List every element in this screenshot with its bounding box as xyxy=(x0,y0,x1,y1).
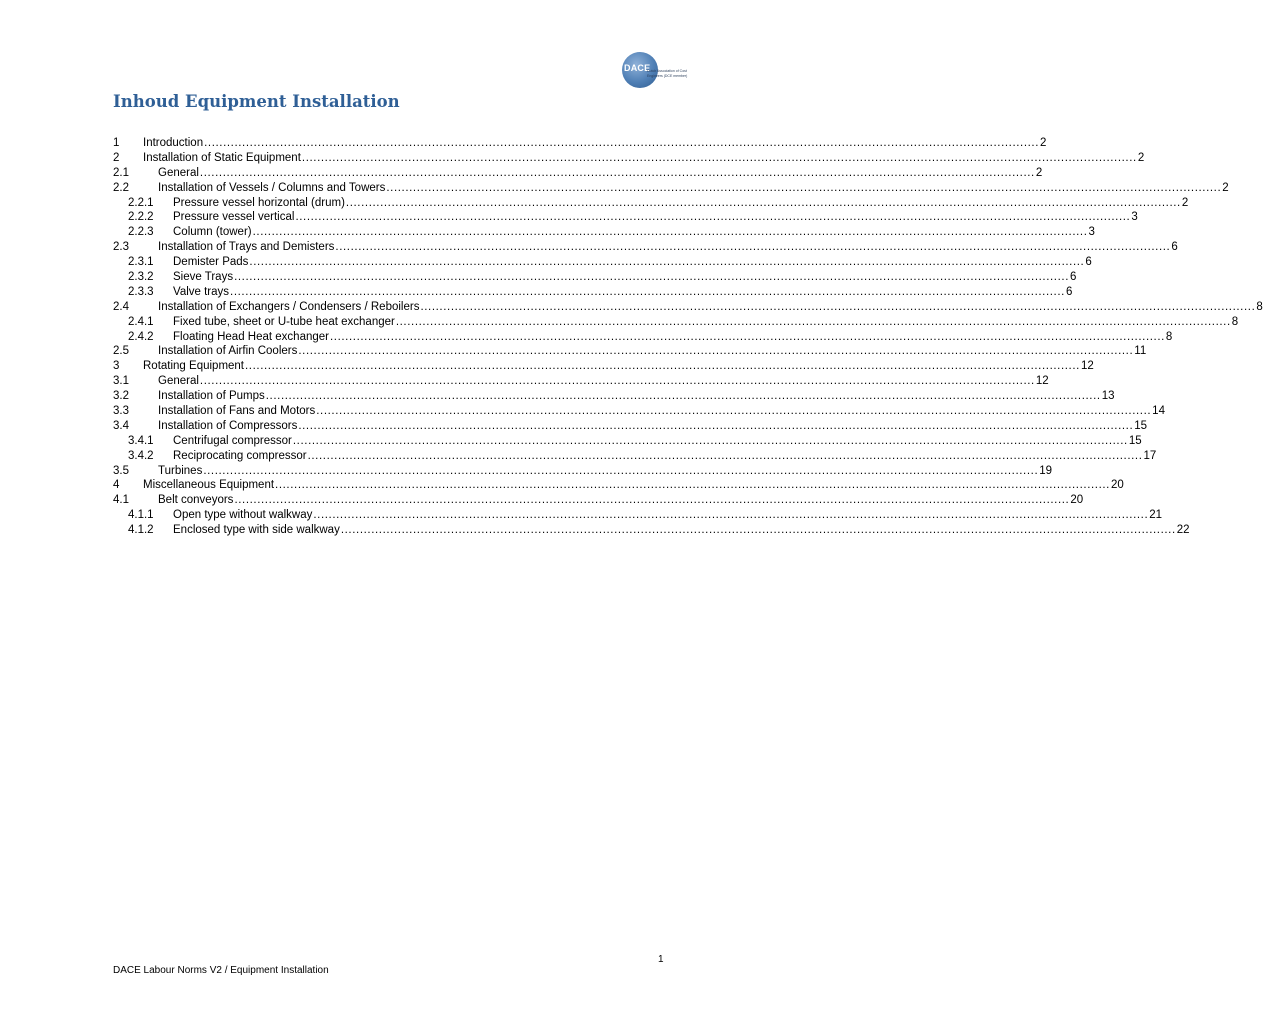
toc-entry-number: 2.4.2 xyxy=(128,330,154,343)
toc-dot-leader: ............................................................................................................................................................................................................................ xyxy=(275,479,1110,492)
toc-dot-leader: ............................................................................................................................................................................................................................ xyxy=(199,375,1035,388)
toc-entry[interactable] xyxy=(113,151,1145,166)
toc-entry-number: 4.1 xyxy=(113,494,129,507)
toc-entry[interactable] xyxy=(113,315,1239,330)
toc-entry-title: Installation of Vessels / Columns and Towers xyxy=(158,181,386,194)
toc-dot-leader: ............................................................................................................................................................................................................................ xyxy=(330,330,1165,343)
toc-entry[interactable] xyxy=(113,210,1138,225)
toc-entry[interactable] xyxy=(113,374,1049,389)
toc-entry-title: Installation of Pumps xyxy=(158,390,265,403)
toc-entry-title: General xyxy=(158,166,199,179)
toc-entry-title: Pressure vessel vertical xyxy=(173,211,295,224)
toc-entry-page: 17 xyxy=(1143,449,1157,462)
toc-entry-title: General xyxy=(158,375,199,388)
toc-entry[interactable] xyxy=(113,344,1147,359)
toc-entry-number: 2.4.1 xyxy=(128,315,154,328)
toc-entry-title: Miscellaneous Equipment xyxy=(143,479,275,492)
toc-entry-page: 21 xyxy=(1149,509,1163,522)
toc-entry[interactable] xyxy=(113,255,1092,270)
toc-entry-page: 2 xyxy=(1181,196,1189,209)
toc-dot-leader: ............................................................................................................................................................................................................................ xyxy=(295,211,1131,224)
toc-entry-number: 2.2.1 xyxy=(128,196,154,209)
toc-entry-number: 3.5 xyxy=(113,464,129,477)
toc-entry[interactable] xyxy=(113,181,1229,196)
toc-dot-leader: ............................................................................................................................................................................................................................ xyxy=(265,390,1101,403)
toc-entry-number: 2.3 xyxy=(113,241,129,254)
toc-entry-title: Installation of Airfin Coolers xyxy=(158,345,298,358)
toc-entry-title: Enclosed type with side walkway xyxy=(173,524,340,537)
toc-entry[interactable] xyxy=(113,196,1189,211)
logo-word: DACE xyxy=(624,63,651,73)
toc-entry-page: 8 xyxy=(1165,330,1173,343)
toc-entry-number: 4.1.2 xyxy=(128,524,154,537)
toc-entry-number: 2.1 xyxy=(113,166,129,179)
toc-entry-page: 20 xyxy=(1070,494,1084,507)
toc-dot-leader: ............................................................................................................................................................................................................................ xyxy=(252,226,1088,239)
toc-entry-title: Installation of Compressors xyxy=(158,419,298,432)
toc-entry-title: Installation of Exchangers / Condensers / Reboilers xyxy=(158,300,420,313)
toc-entry[interactable] xyxy=(113,359,1094,374)
toc-entry-page: 3 xyxy=(1131,211,1138,224)
toc-entry-page: 8 xyxy=(1256,300,1263,313)
toc-entry-number: 2.3.1 xyxy=(128,256,154,269)
toc-entry-number: 2.5 xyxy=(113,345,129,358)
toc-entry-title: Introduction xyxy=(143,137,204,149)
toc-entry-title: Open type without walkway xyxy=(173,509,313,522)
toc-entry-title: Installation of Static Equipment xyxy=(143,151,301,164)
toc-entry-page: 6 xyxy=(1065,285,1073,298)
toc-entry-title: Belt conveyors xyxy=(158,494,234,507)
toc-entry-page: 2 xyxy=(1040,137,1047,149)
dace-logo xyxy=(622,52,692,88)
toc-entry-page: 2 xyxy=(1222,181,1229,194)
toc-dot-leader: ............................................................................................................................................................................................................................ xyxy=(292,434,1128,447)
toc-entry-title: Installation of Trays and Demisters xyxy=(158,241,335,254)
toc-entry[interactable] xyxy=(113,136,1047,151)
toc-entry-number: 1 xyxy=(113,137,120,149)
toc-entry[interactable] xyxy=(113,166,1043,181)
toc-entry-number: 3.1 xyxy=(113,375,129,388)
toc-entry-number: 2.2 xyxy=(113,181,129,194)
toc-entry[interactable] xyxy=(113,404,1165,419)
toc-dot-leader: ............................................................................................................................................................................................................................ xyxy=(203,464,1039,477)
toc-entry-title: Pressure vessel horizontal (drum) xyxy=(173,196,345,209)
toc-dot-leader: ............................................................................................................................................................................................................................ xyxy=(298,419,1134,432)
toc-dot-leader: ............................................................................................................................................................................................................................ xyxy=(249,256,1085,269)
toc-entry-page: 8 xyxy=(1231,315,1239,328)
toc-entry-number: 2.2.2 xyxy=(128,211,154,224)
toc-entry-number: 4.1.1 xyxy=(128,509,154,522)
toc-entry[interactable] xyxy=(113,523,1190,538)
toc-entry-page: 12 xyxy=(1080,360,1094,373)
toc-entry[interactable] xyxy=(113,300,1263,315)
toc-entry[interactable] xyxy=(113,330,1173,345)
toc-dot-leader: ............................................................................................................................................................................................................................ xyxy=(307,449,1143,462)
toc-entry-page: 6 xyxy=(1070,271,1077,284)
toc-entry-page: 2 xyxy=(1137,151,1145,164)
toc-dot-leader: ............................................................................................................................................................................................................................ xyxy=(345,196,1181,209)
toc-entry-number: 2.4 xyxy=(113,300,129,313)
toc-entry[interactable] xyxy=(113,464,1053,479)
toc-entry-page: 19 xyxy=(1039,464,1053,477)
toc-entry-number: 3.4.2 xyxy=(128,449,154,462)
toc-entry-number: 3.2 xyxy=(113,390,129,403)
toc-entry-title: Valve trays xyxy=(173,285,230,298)
toc-entry-title: Installation of Fans and Motors xyxy=(158,405,316,418)
toc-dot-leader: ............................................................................................................................................................................................................................ xyxy=(313,509,1149,522)
page-title: Inhoud Equipment Installation xyxy=(113,92,400,111)
toc-entry-title: Fixed tube, sheet or U-tube heat exchanger xyxy=(173,315,395,328)
toc-dot-leader: ............................................................................................................................................................................................................................ xyxy=(335,241,1171,254)
toc-entry[interactable] xyxy=(113,285,1073,300)
toc-entry-number: 2.3.3 xyxy=(128,285,154,298)
toc-entry[interactable] xyxy=(113,449,1157,464)
toc-dot-leader: ............................................................................................................................................................................................................................ xyxy=(386,181,1222,194)
toc-entry-number: 3.4 xyxy=(113,419,129,432)
toc-entry-number: 3.3 xyxy=(113,405,129,418)
toc-entry[interactable] xyxy=(113,493,1084,508)
toc-dot-leader: ............................................................................................................................................................................................................................ xyxy=(204,137,1040,149)
toc-entry-page: 15 xyxy=(1128,434,1142,447)
toc-entry-title: Rotating Equipment xyxy=(143,360,245,373)
toc-entry[interactable] xyxy=(113,508,1163,523)
toc-entry-title: Floating Head Heat exchanger xyxy=(173,330,329,343)
toc-dot-leader: ............................................................................................................................................................................................................................ xyxy=(420,300,1256,313)
toc-entry-page: 12 xyxy=(1035,375,1049,388)
toc-entry-number: 2.3.2 xyxy=(128,271,154,284)
table-of-contents xyxy=(113,136,1263,538)
toc-dot-leader: ............................................................................................................................................................................................................................ xyxy=(340,524,1176,537)
toc-entry-number: 3 xyxy=(113,360,120,373)
toc-dot-leader: ............................................................................................................................................................................................................................ xyxy=(245,360,1080,373)
toc-dot-leader: ............................................................................................................................................................................................................................ xyxy=(234,271,1069,284)
toc-dot-leader: ............................................................................................................................................................................................................................ xyxy=(230,285,1065,298)
toc-entry[interactable] xyxy=(113,419,1148,434)
toc-dot-leader: ............................................................................................................................................................................................................................ xyxy=(298,345,1134,358)
toc-entry-title: Turbines xyxy=(158,464,203,477)
toc-entry-title: Reciprocating compressor xyxy=(173,449,307,462)
toc-entry-page: 22 xyxy=(1176,524,1190,537)
toc-entry[interactable] xyxy=(113,270,1077,285)
toc-entry-number: 2 xyxy=(113,151,120,164)
toc-entry-title: Sieve Trays xyxy=(173,271,234,284)
toc-entry-page: 11 xyxy=(1134,345,1147,358)
toc-dot-leader: ............................................................................................................................................................................................................................ xyxy=(395,315,1231,328)
toc-entry-title: Column (tower) xyxy=(173,226,252,239)
toc-entry-page: 3 xyxy=(1088,226,1095,239)
toc-entry-page: 2 xyxy=(1035,166,1043,179)
toc-entry[interactable] xyxy=(113,478,1124,493)
toc-entry[interactable] xyxy=(113,389,1115,404)
toc-entry-number: 3.4.1 xyxy=(128,434,154,447)
toc-entry[interactable] xyxy=(113,225,1095,240)
toc-dot-leader: ............................................................................................................................................................................................................................ xyxy=(316,405,1152,418)
toc-entry-page: 15 xyxy=(1134,419,1148,432)
toc-entry-page: 6 xyxy=(1171,241,1178,254)
toc-entry-page: 20 xyxy=(1110,479,1124,492)
toc-entry-page: 6 xyxy=(1085,256,1092,269)
toc-entry-number: 2.2.3 xyxy=(128,226,154,239)
toc-dot-leader: ............................................................................................................................................................................................................................ xyxy=(234,494,1070,507)
logo-tagline: Dutch Association of Cost Engineers (DCE member) xyxy=(647,69,688,78)
toc-entry[interactable] xyxy=(113,434,1142,449)
toc-entry[interactable] xyxy=(113,240,1178,255)
page-number: 1 xyxy=(658,954,664,965)
toc-dot-leader: ............................................................................................................................................................................................................................ xyxy=(301,151,1137,164)
toc-entry-title: Demister Pads xyxy=(173,256,249,269)
toc-entry-page: 13 xyxy=(1101,390,1115,403)
footer-text: DACE Labour Norms V2 / Equipment Installation xyxy=(113,965,329,976)
toc-dot-leader: ............................................................................................................................................................................................................................ xyxy=(199,166,1035,179)
toc-entry-title: Centrifugal compressor xyxy=(173,434,292,447)
toc-entry-number: 4 xyxy=(113,479,120,492)
toc-entry-page: 14 xyxy=(1152,405,1165,418)
